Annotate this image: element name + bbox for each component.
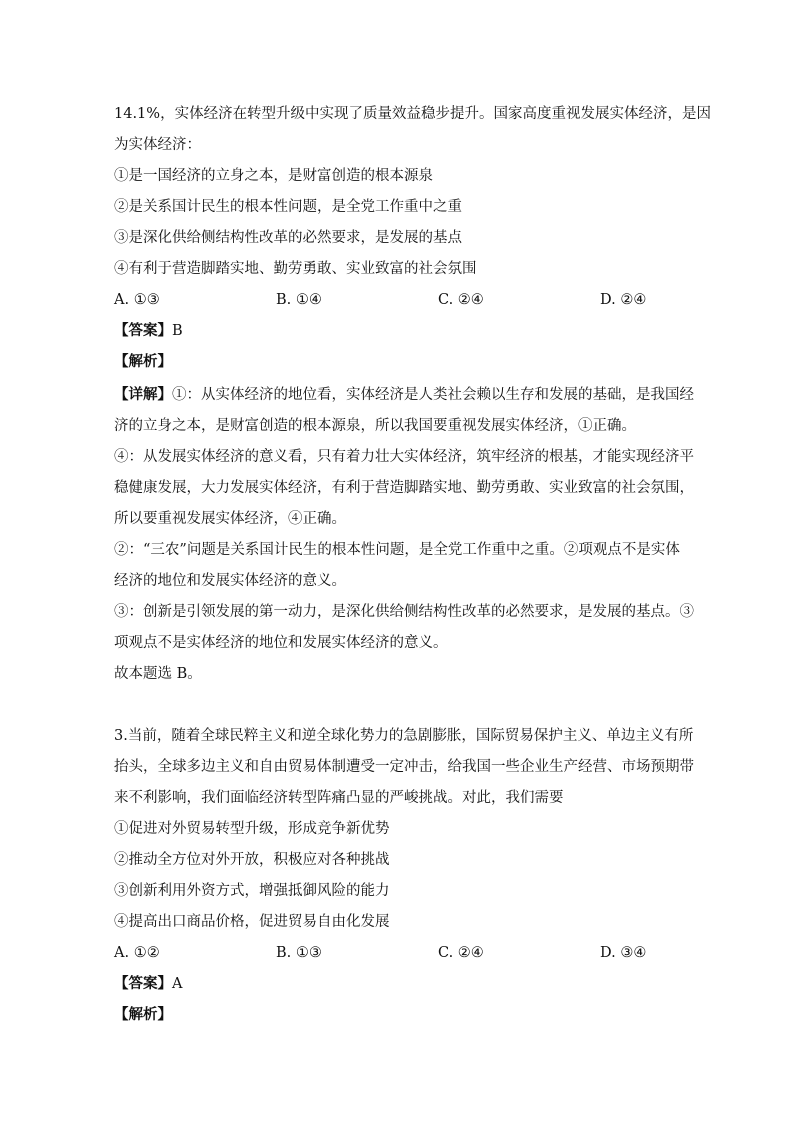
answer-label: 【答案】 xyxy=(114,975,172,992)
choice-statement: ③创新利用外资方式，增强抵御风险的能力 xyxy=(114,883,390,899)
option-a: A. ①② xyxy=(114,945,160,961)
explanation-line: 经济的地位和发展实体经济的意义。 xyxy=(114,573,346,589)
question-stem-line: 3.当前，随着全球民粹主义和逆全球化势力的急剧膨胀，国际贸易保护主义、单边主义有所 xyxy=(114,728,694,744)
choice-statement: ②是关系国计民生的根本性问题，是全党工作重中之重 xyxy=(114,199,462,215)
question-stem-line: 抬头，全球多边主义和自由贸易体制遭受一定冲击，给我国一些企业生产经营、市场预期带 xyxy=(114,759,694,775)
explanation-line: 所以要重视发展实体经济，④正确。 xyxy=(114,511,346,527)
option-b: B. ①③ xyxy=(276,945,322,961)
option-d: D. ③④ xyxy=(600,945,647,961)
detail-label: 【详解】 xyxy=(114,386,172,403)
question-stem-line: 14.1%，实体经济在转型升级中实现了质量效益稳步提升。国家高度重视发展实体经济，是因 xyxy=(114,106,712,122)
answer-line xyxy=(114,321,684,341)
answer-line xyxy=(114,974,684,994)
explanation-line: 济的立身之本，是财富创造的根本源泉，所以我国要重视发展实体经济，①正确。 xyxy=(114,418,636,434)
analysis-label: 【解析】 xyxy=(114,353,172,370)
choice-statement: ②推动全方位对外开放，积极应对各种挑战 xyxy=(114,852,390,868)
option-a: A. ①③ xyxy=(114,292,160,308)
explanation-line: 稳健康发展，大力发展实体经济，有利于营造脚踏实地、勤劳勇敢、实业致富的社会氛围， xyxy=(114,480,694,496)
explanation-line: ③：创新是引领发展的第一动力，是深化供给侧结构性改革的必然要求，是发展的基点。③ xyxy=(114,604,694,620)
choice-statement: ①是一国经济的立身之本，是财富创造的根本源泉 xyxy=(114,168,433,184)
analysis-label: 【解析】 xyxy=(114,1006,172,1023)
answer-label: 【答案】 xyxy=(114,322,172,339)
option-b: B. ①④ xyxy=(276,292,322,308)
choice-statement: ④有利于营造脚踏实地、勤劳勇敢、实业致富的社会氛围 xyxy=(114,261,477,277)
explanation-conclusion: 故本题选 B。 xyxy=(114,666,202,682)
question-stem-line: 来不利影响，我们面临经济转型阵痛凸显的严峻挑战。对此，我们需要 xyxy=(114,790,564,806)
explanation-line xyxy=(114,385,694,405)
option-c: C. ②④ xyxy=(438,292,484,308)
option-c: C. ②④ xyxy=(438,945,484,961)
choice-statement: ④提高出口商品价格，促进贸易自由化发展 xyxy=(114,914,390,930)
explanation-line: ②：“三农”问题是关系国计民生的根本性问题，是全党工作重中之重。②项观点不是实体 xyxy=(114,542,680,558)
choice-statement: ①促进对外贸易转型升级，形成竞争新优势 xyxy=(114,821,390,837)
option-d: D. ②④ xyxy=(600,292,647,308)
explanation-line: 项观点不是实体经济的地位和发展实体经济的意义。 xyxy=(114,635,448,651)
question-stem-line: 为实体经济： xyxy=(114,137,201,153)
answer-value: A xyxy=(172,976,183,992)
answer-value: B xyxy=(172,323,183,339)
choice-statement: ③是深化供给侧结构性改革的必然要求，是发展的基点 xyxy=(114,230,462,246)
explanation-line: ④：从发展实体经济的意义看，只有着力壮大实体经济，筑牢经济的根基，才能实现经济平 xyxy=(114,449,694,465)
explanation-text: ①：从实体经济的地位看，实体经济是人类社会赖以生存和发展的基础，是我国经 xyxy=(172,387,694,403)
